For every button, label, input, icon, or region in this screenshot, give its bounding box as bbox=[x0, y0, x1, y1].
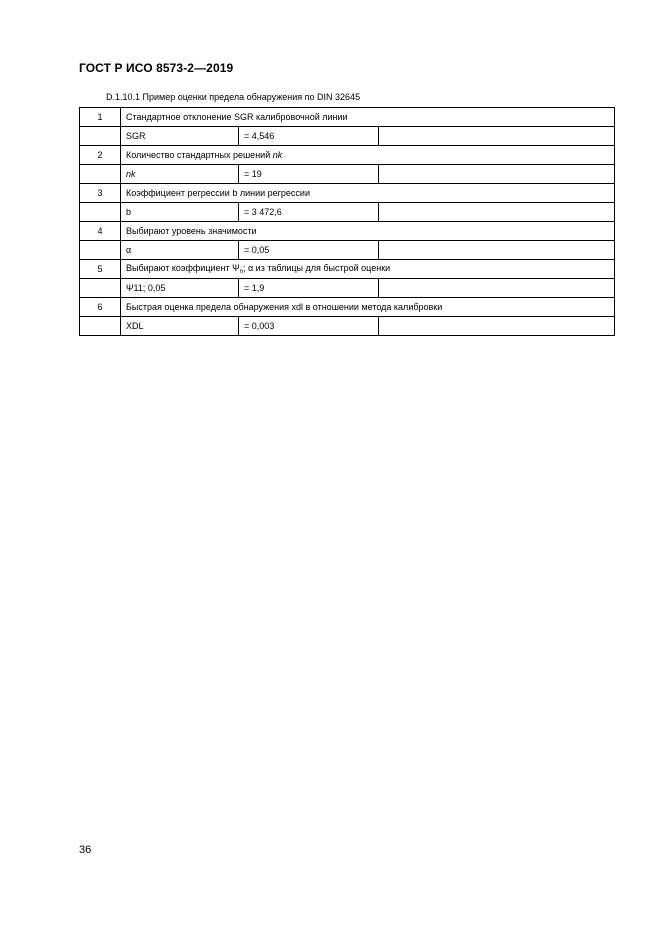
row-title-text: Количество стандартных решений bbox=[126, 150, 273, 160]
empty-cell bbox=[379, 279, 615, 298]
row-symbol: α bbox=[121, 241, 239, 260]
row-title: Стандартное отклонение SGR калибровочной линии bbox=[121, 108, 615, 127]
empty-cell bbox=[379, 317, 615, 336]
row-number: 2 bbox=[80, 146, 121, 165]
row-number: 1 bbox=[80, 108, 121, 127]
table-row-5-title bbox=[80, 260, 615, 279]
row-title-text-rest: ; α из таблицы для быстрой оценки bbox=[242, 263, 391, 273]
row-number: 4 bbox=[80, 222, 121, 241]
table-row-4-title bbox=[80, 222, 615, 241]
table-row-3-title bbox=[80, 184, 615, 203]
document-header: ГОСТ Р ИСО 8573-2—2019 bbox=[79, 61, 234, 75]
row-value: = 0,05 bbox=[239, 241, 379, 260]
table-row-1-value bbox=[80, 127, 615, 146]
row-title-text: Выбирают коэффициент Ψ bbox=[126, 263, 240, 273]
row-value: = 19 bbox=[239, 165, 379, 184]
row-value: = 4,546 bbox=[239, 127, 379, 146]
row-value: = 1,9 bbox=[239, 279, 379, 298]
empty-cell bbox=[80, 241, 121, 260]
table-row-6-title bbox=[80, 298, 615, 317]
empty-cell bbox=[379, 165, 615, 184]
empty-cell bbox=[379, 241, 615, 260]
page-number: 36 bbox=[79, 844, 92, 856]
row-symbol: XDL bbox=[121, 317, 239, 336]
row-number: 5 bbox=[80, 260, 121, 279]
empty-cell bbox=[80, 279, 121, 298]
row-title: Быстрая оценка предела обнаружения xdl в отношении метода калибровки bbox=[121, 298, 615, 317]
row-title bbox=[121, 146, 615, 165]
row-value: = 3 472,6 bbox=[239, 203, 379, 222]
empty-cell bbox=[379, 203, 615, 222]
row-title-symbol: nk bbox=[272, 150, 283, 160]
row-symbol: SGR bbox=[121, 127, 239, 146]
row-symbol: b bbox=[121, 203, 239, 222]
empty-cell bbox=[80, 317, 121, 336]
empty-cell bbox=[80, 165, 121, 184]
row-symbol: nk bbox=[121, 165, 239, 184]
table-row-6-value bbox=[80, 317, 615, 336]
table-row-2-value bbox=[80, 165, 615, 184]
table-row-4-value bbox=[80, 241, 615, 260]
table-row-3-value bbox=[80, 203, 615, 222]
row-title: Выбирают уровень значимости bbox=[121, 222, 615, 241]
detection-limit-table bbox=[79, 107, 615, 336]
row-symbol: Ψ11; 0,05 bbox=[121, 279, 239, 298]
table-row-2-title bbox=[80, 146, 615, 165]
row-title: Коэффициент регрессии b линии регрессии bbox=[121, 184, 615, 203]
table-caption: D.1.10.1 Пример оценки предела обнаружения по DIN 32645 bbox=[106, 92, 361, 102]
empty-cell bbox=[80, 127, 121, 146]
table-row-1-title bbox=[80, 108, 615, 127]
empty-cell bbox=[80, 203, 121, 222]
row-value: = 0,003 bbox=[239, 317, 379, 336]
row-title bbox=[121, 260, 615, 279]
table-row-5-value bbox=[80, 279, 615, 298]
row-number: 6 bbox=[80, 298, 121, 317]
row-number: 3 bbox=[80, 184, 121, 203]
empty-cell bbox=[379, 127, 615, 146]
row-title-subscript: n bbox=[239, 269, 243, 275]
